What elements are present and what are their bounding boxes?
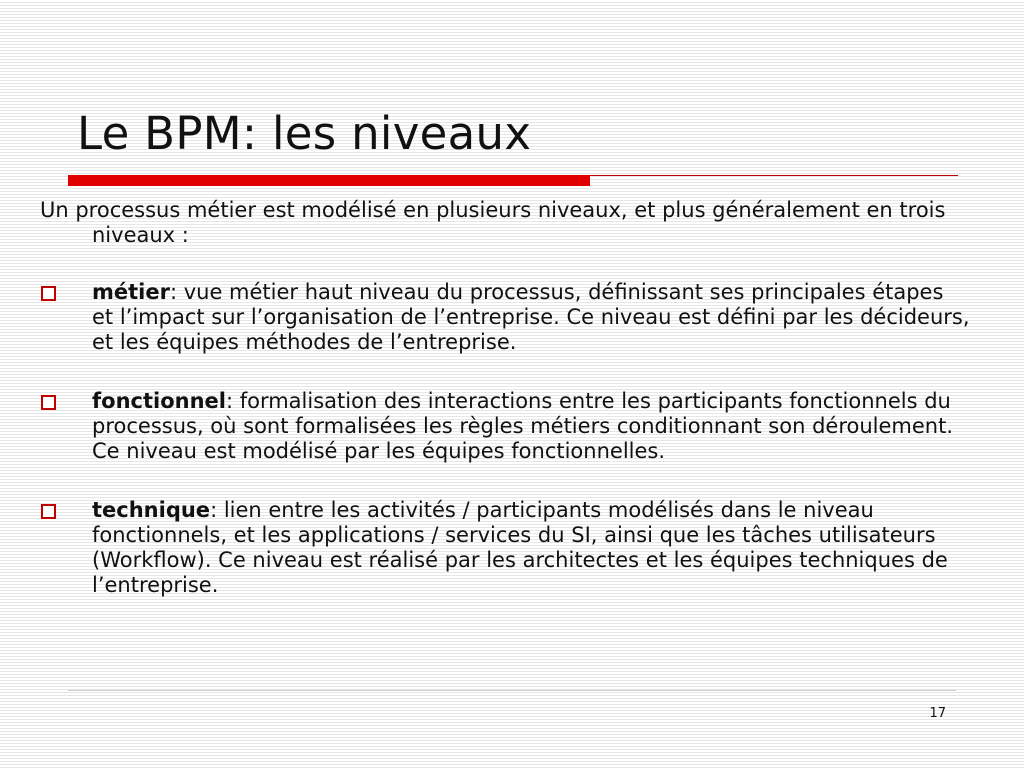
hollow-square-bullet-icon [41,286,56,301]
title-underline-accent-bar [68,175,590,186]
intro-paragraph: Un processus métier est modélisé en plusieurs niveaux, et plus généralement en trois niveaux : [40,198,946,247]
slide-title: Le BPM: les niveaux [77,107,532,160]
hollow-square-bullet-icon [41,395,56,410]
bullet-term-fonctionnel: fonctionnel [92,389,226,413]
bullet-text-technique: : lien entre les activités / participants modélisés dans le niveau fonctionnels, et les applications / services du SI, ainsi que les tâches utilisateurs (Workflow). Ce niveau est réalisé par les architectes et les équipes techniques de l’entreprise. [92,498,948,597]
bullet-term-technique: technique [92,498,211,522]
hollow-square-bullet-icon [41,504,56,519]
bullet-item-fonctionnel [40,389,970,464]
title-underline [68,175,958,187]
levels-bullet-list [40,280,970,598]
bullet-item-metier [40,280,970,355]
slide-body [40,198,970,632]
page-number: 17 [929,706,946,721]
bullet-term-metier: métier [92,280,170,304]
bullet-text-fonctionnel: : formalisation des interactions entre les participants fonctionnels du processus, où sont formalisées les règles métiers conditionnant son déroulement. Ce niveau est modélisé par les équipes fonctionnelles. [92,389,954,463]
bullet-text-metier: : vue métier haut niveau du processus, définissant ses principales étapes et l’impact sur l’organisation de l’entreprise. Ce niveau est défini par les décideurs, et les équipes méthodes de l’entreprise. [92,280,970,354]
footer-divider [68,690,956,691]
bullet-item-technique [40,498,970,598]
